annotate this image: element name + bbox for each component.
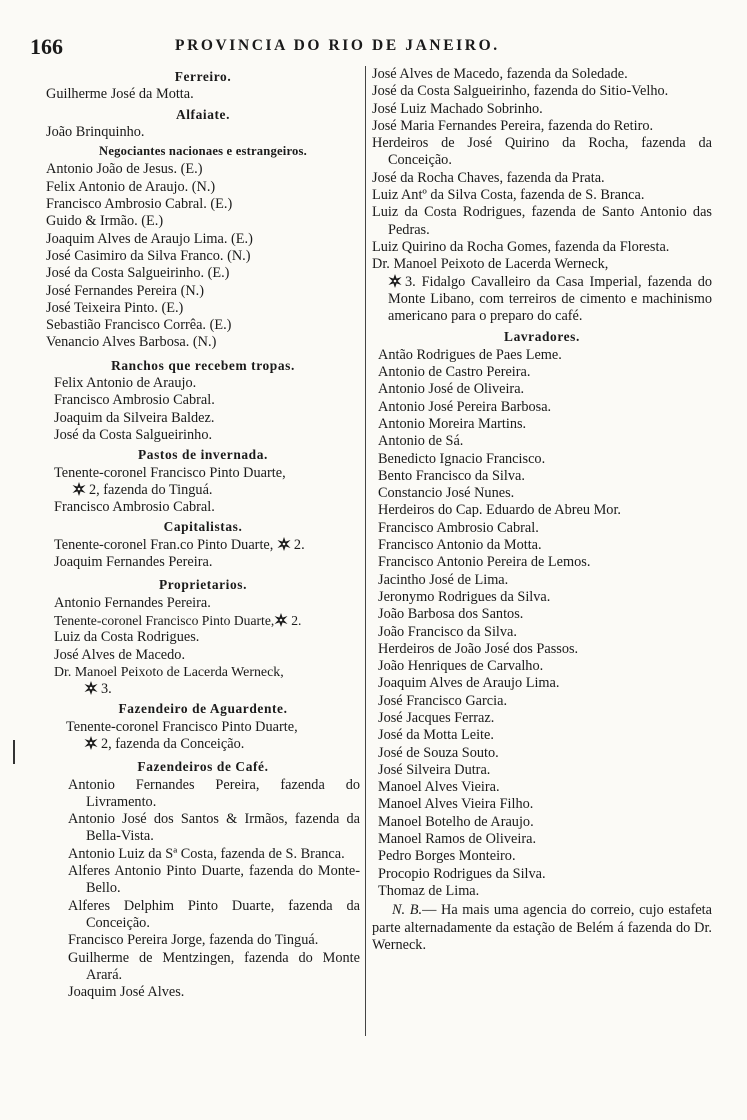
nota-bene-label: N. B. [392,902,423,919]
list-item: Jeronymo Rodrigues da Silva. [378,588,551,605]
list-item: Joaquim Alves de Araujo Lima. [378,675,560,692]
list-item: Jacintho José de Lima. [378,571,509,588]
list-item: Francisco Antonio da Motta. [378,537,542,554]
list-item: Antonio José dos Santos & Irmãos, fazenda da Bella-Vista. [68,811,360,845]
list-item: 2, fazenda da Conceição. [54,736,360,753]
list-item: Tenente-coronel Francisco Pinto Duarte, 2. [54,612,302,628]
order-cross-icon [84,736,98,750]
list-item: Venancio Alves Barbosa. (N.) [46,334,217,351]
list-item: 2, fazenda do Tinguá. [54,482,360,499]
list-item: José Fernandes Pereira (N.) [46,282,205,299]
list-item: José da Rocha Chaves, fazenda da Prata. [372,169,605,186]
list-item: Antão Rodrigues de Paes Leme. [378,346,562,363]
list-item: Antonio Moreira Martins. [378,415,527,432]
list-item: José Silveira Dutra. [378,761,491,778]
nota-bene [372,902,712,954]
order-cross-icon [274,613,288,627]
left-column [46,66,360,1001]
section-heading-negociantes: Negociantes nacionaes e estrangeiros. [99,144,307,159]
list-item: Procopio Rodrigues da Silva. [378,865,546,882]
list-item: Francisco Ambrosio Cabral. [54,499,215,516]
list-item: Tenente-coronel Francisco Pinto Duarte, [66,718,298,735]
section-heading-lavradores: Lavradores. [504,329,580,345]
list-item: Guilherme José da Motta. [46,86,194,103]
list-item: Antonio Fernandes Pereira. [54,594,211,611]
list-item: Benedicto Ignacio Francisco. [378,450,546,467]
list-item: Antonio José de Oliveira. [378,381,525,398]
order-cross-icon [72,482,86,496]
list-item: Manoel Alves Vieira Filho. [378,796,534,813]
list-item: Alferes Antonio Pinto Duarte, fazenda do Monte-Bello. [68,863,360,897]
order-cross-icon [388,274,402,288]
list-item: João Barbosa dos Santos. [378,606,524,623]
list-item: Constancio José Nunes. [378,485,515,502]
list-item: Bento Francisco da Silva. [378,467,525,484]
order-cross-icon [84,681,98,695]
page-header [0,30,747,62]
list-item: Herdeiros de João José dos Passos. [378,640,579,657]
page-title: PROVINCIA DO RIO DE JANEIRO. [175,37,500,54]
list-item: Antonio Luiz da Sª Costa, fazenda de S. Branca. [68,845,345,862]
list-item: José Alves de Macedo. [54,646,186,663]
list-item: Francisco Ambrosio Cabral. (E.) [46,196,233,213]
list-item: Dr. Manoel Peixoto de Lacerda Werneck, [54,664,284,680]
list-item: Manoel Ramos de Oliveira. [378,831,537,848]
list-item: Joaquim Fernandes Pereira. [54,554,213,571]
list-item: Thomaz de Lima. [378,882,480,899]
section-heading-ferreiro: Ferreiro. [174,69,232,84]
list-item: Tenente-coronel Francisco Pinto Duarte, [54,464,286,481]
list-item: Francisco Ambrosio Cabral. [54,392,215,409]
list-item: Francisco Ambrosio Cabral. [378,519,539,536]
section-heading-aguardente: Fazendeiro de Aguardente. [118,701,288,717]
list-item: Sebastião Francisco Corrêa. (E.) [46,317,232,334]
list-item: João Henriques de Carvalho. [378,658,544,675]
list-item: Luiz Antº da Silva Costa, fazenda de S. Branca. [372,187,645,204]
section-heading-capitalistas: Capitalistas. [163,519,243,535]
list-item: João Brinquinho. [46,123,145,140]
list-item: Felix Antonio de Araujo. [54,375,197,392]
list-item: Antonio João de Jesus. (E.) [46,161,203,178]
list-ferreiro [46,86,360,103]
section-heading-alfaiate: Alfaiate. [175,106,231,122]
list-cafe-continued [372,66,712,256]
list-item: Felix Antonio de Araujo. (N.) [46,178,216,195]
list-item: Dr. Manoel Peixoto de Lacerda Werneck, 3. Fidalgo Cavalleiro da Casa Imperial, fazenda do Monte Libano, com terreiros de cimento e machinismo americano para o preparo do café. [372,256,712,325]
list-item: Antonio José Pereira Barbosa. [378,398,552,415]
list-item: Joaquim Alves de Araujo Lima. (E.) [46,230,253,247]
list-item: José Alves de Macedo, fazenda da Soledade. [372,66,628,82]
list-item: Guilherme de Mentzingen, fazenda do Monte Arará. [68,949,360,983]
section-heading-pastos: Pastos de invernada. [138,447,268,463]
order-cross-icon [277,537,291,551]
list-item: Manoel Alves Vieira. [378,779,500,796]
list-item: José Teixeira Pinto. (E.) [46,299,184,316]
list-ranchos [46,375,360,444]
list-item: Antonio de Sá. [378,433,464,450]
margin-mark [13,740,15,764]
list-item: João Francisco da Silva. [378,623,517,640]
list-item: Luiz da Costa Rodrigues, fazenda de Santo Antonio das Pedras. [372,204,712,238]
list-item: José da Costa Salgueirinho. (E.) [46,265,230,282]
list-item: Alferes Delphim Pinto Duarte, fazenda da Conceição. [68,897,360,931]
list-cafe [46,777,360,1002]
list-item: José da Costa Salgueirinho. [54,426,213,443]
list-alfaiate [46,124,360,141]
list-item: José da Motta Leite. [378,727,494,744]
list-item: Antonio Fernandes Pereira, fazenda do Livramento. [68,776,360,810]
page-number: 166 [30,34,63,59]
list-item: José de Souza Souto. [378,744,499,761]
list-item: José Maria Fernandes Pereira, fazenda do Retiro. [372,117,654,134]
list-item: José Francisco Garcia. [378,692,508,709]
nota-bene-text: — Ha mais uma agencia do correio, cujo estafeta parte alternadamente da estação de Belém á fazenda do Dr. Werneck. [372,902,712,953]
list-item: 3. [54,681,360,698]
list-item: Guido & Irmão. (E.) [46,213,164,230]
list-item: Tenente-coronel Fran.co Pinto Duarte, 2. [54,536,305,553]
list-item: Joaquim da Silveira Baldez. [54,409,215,426]
section-heading-cafe: Fazendeiros de Café. [137,759,269,775]
list-item: José Jacques Ferraz. [378,709,495,726]
right-column [365,66,712,1036]
list-item: Herdeiros do Cap. Eduardo de Abreu Mor. [378,502,621,519]
list-item: Francisco Pereira Jorge, fazenda do Tinguá. [68,932,319,949]
list-item: José Casimiro da Silva Franco. (N.) [46,247,251,264]
list-negociantes [46,161,360,351]
list-item: Joaquim José Alves. [68,984,185,1001]
list-item: Francisco Antonio Pereira de Lemos. [378,554,591,571]
section-heading-proprietarios: Proprietarios. [158,577,248,593]
list-item: Luiz da Costa Rodrigues. [54,629,200,646]
list-item: Pedro Borges Monteiro. [378,848,516,865]
list-item: Luiz Quirino da Rocha Gomes, fazenda da Floresta. [372,238,670,255]
list-item: Herdeiros de José Quirino da Rocha, fazenda da Conceição. [372,135,712,169]
list-item: Antonio de Castro Pereira. [378,364,531,381]
list-item: Manoel Botelho de Araujo. [378,813,534,830]
list-item: José da Costa Salgueirinho, fazenda do Sitio-Velho. [372,83,669,100]
section-heading-ranchos: Ranchos que recebem tropas. [111,357,295,373]
list-item: José Luiz Machado Sobrinho. [372,100,543,117]
list-lavradores [372,347,712,901]
